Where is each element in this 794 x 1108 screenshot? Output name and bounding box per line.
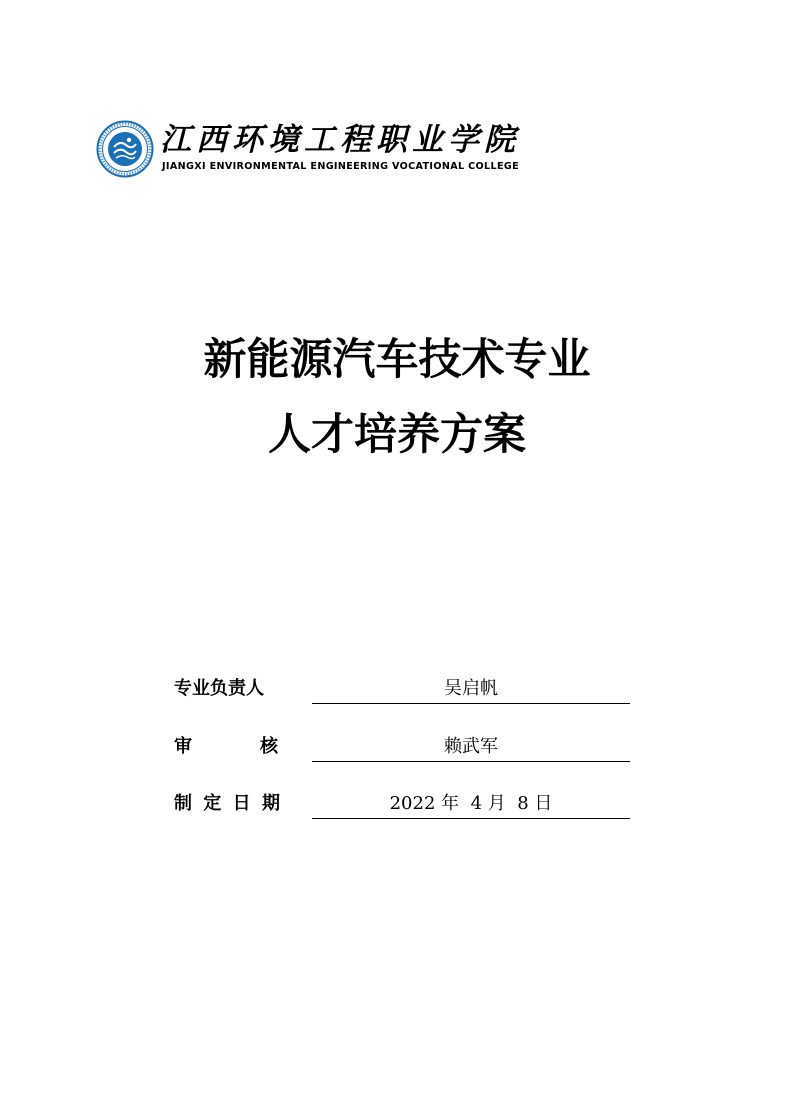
date-label-char: 制	[174, 793, 192, 814]
reviewer-row	[174, 731, 630, 765]
college-name-en: JIANGXI ENVIRONMENTAL ENGINEERING VOCATIONAL COLLEGE	[162, 161, 520, 172]
reviewer-label-char: 核	[260, 736, 278, 757]
date-label	[174, 792, 280, 816]
document-title-line2: 人才培养方案	[268, 410, 526, 460]
date-value: 2022 年 4 月 8 日	[312, 790, 630, 819]
reviewer-label-char: 审	[174, 736, 192, 757]
date-label-char: 期	[261, 793, 280, 814]
date-label-char: 定	[203, 793, 222, 814]
college-name-cn: 江西环境工程职业学院	[160, 122, 520, 158]
date-label-char: 日	[232, 793, 251, 814]
leader-value: 吴启帆	[312, 675, 630, 704]
document-title-line1: 新能源汽车技术专业	[203, 335, 591, 385]
college-header	[96, 118, 556, 184]
leader-label: 专业负责人	[174, 678, 264, 699]
reviewer-value: 赖武军	[312, 733, 630, 762]
college-emblem-icon	[96, 120, 154, 178]
reviewer-label	[174, 735, 278, 759]
leader-row	[174, 673, 630, 707]
date-row	[174, 788, 630, 822]
